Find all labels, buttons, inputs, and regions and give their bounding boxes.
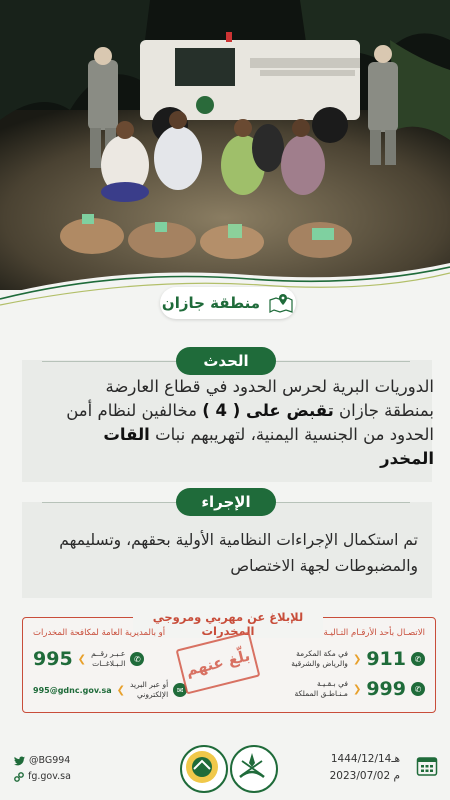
event-line-2c: مخالفين لنظام أمن [66,401,197,420]
procedure-line-2: والمضبوطات لجهة الاختصاص [230,557,418,575]
twitter-handle: @BG994 [29,755,71,766]
email-address: 995@gdnc.gov.sa [33,685,112,695]
event-line-2a: بمنطقة جازان [339,401,434,420]
hijri-date: 1444/12/14هـ [330,753,400,765]
event-text [22,375,434,471]
event-line-1: الدوريات البرية لحرس الحدود في قطاع العارضة [105,377,434,396]
divider [270,502,410,503]
n995-desc [91,649,125,669]
region-badge [160,287,296,319]
event-line-3b: القات [103,425,150,444]
anti-narcotics-logo [180,745,228,793]
n999-desc-2: مـنـاطـق المملكة [294,689,348,698]
event-line-4 [22,447,434,471]
report-right-title: الاتصـال بأحد الأرقـام التـاليـة [323,628,425,638]
website-url: fg.gov.sa [28,771,71,782]
report-title: للإبلاغ عن مهربي ومروجي المخدرات [133,610,323,638]
footer [0,745,450,800]
event-line-2b: تقبض على ( 4 ) [202,401,334,420]
procedure-text [22,527,418,579]
report-email[interactable] [33,680,187,700]
event-line-4a: المخدر [380,449,434,468]
n995-desc-2: الـبـلاغــات [92,659,126,668]
n911-desc-2: والرياض والشرقية [291,659,348,668]
chevron-left-icon: ❮ [352,653,362,665]
twitter-icon [14,756,25,766]
social-links [14,755,71,787]
email-desc [130,680,168,700]
event-line-2 [22,399,434,423]
hotline-911[interactable] [291,648,425,670]
hotline-999[interactable] [294,678,425,700]
gregorian-date: 2023/07/02 م [329,770,400,782]
map-pin-icon [268,292,294,314]
chevron-left-icon: ❮ [116,684,126,696]
n999-desc [294,679,347,699]
chevron-left-icon: ❮ [352,683,362,695]
calendar-icon [416,755,438,777]
news-photo [0,0,450,290]
event-line-3 [22,423,434,447]
twitter-link[interactable] [14,755,71,766]
border-guard-emblem [230,745,278,793]
region-label: منطقة جازان [161,294,261,312]
divider [42,361,182,362]
divider [42,502,182,503]
report-stamp: بلّغ عنهم [176,631,261,694]
procedure-heading: الإجراء [176,488,276,516]
number-995: 995 [33,648,73,670]
n995-desc-1: عـبـر رقــم [91,649,126,658]
procedure-line-1: تم استكمال الإجراءات النظامية الأولية بحقهم، وتسليمهم [59,531,418,549]
n911-desc [291,649,348,669]
report-left-title: أو بالمديرية العامة لمكافحة المخدرات [33,628,166,638]
email-desc-1: أو عبر البريد [130,680,169,689]
email-icon: ✉ [173,683,187,697]
phone-icon: ✆ [411,682,425,696]
divider [270,361,410,362]
phone-icon: ✆ [411,652,425,666]
hotline-995[interactable] [33,648,144,670]
number-911: 911 [366,648,406,670]
website-link[interactable] [14,771,71,782]
phone-icon: ✆ [130,652,144,666]
email-desc-2: الإلكتروني [137,690,169,699]
event-heading: الحدث [176,347,276,375]
n999-desc-1: في بـقـيـة [316,679,348,688]
number-999: 999 [366,678,406,700]
event-line-3a: الحدود من الجنسية اليمنية، لتهريبهم نبات [155,425,434,444]
link-icon [14,772,24,782]
date-block [330,753,400,787]
chevron-left-icon: ❮ [77,653,87,665]
n911-desc-1: في مكة المكرمة [296,649,348,658]
